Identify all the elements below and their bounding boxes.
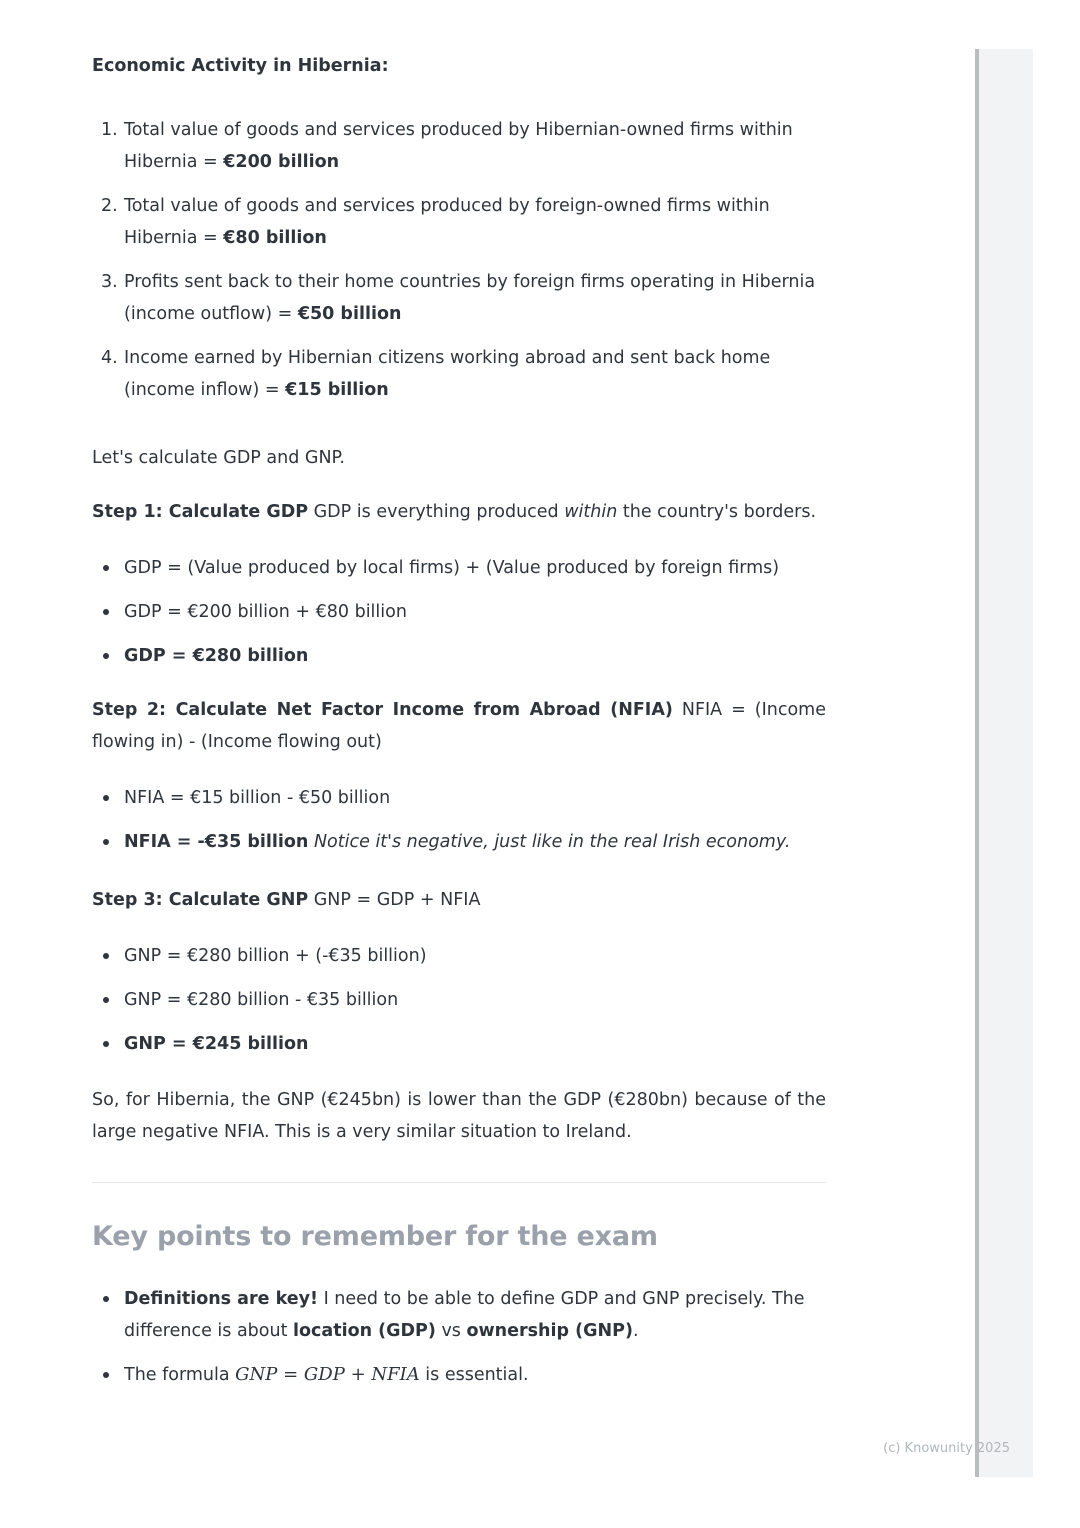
list-item	[92, 826, 826, 858]
step-1-paragraph	[92, 496, 826, 528]
step-1-text: GDP is everything produced	[308, 502, 565, 522]
list-item-value: €80 billion	[223, 228, 327, 248]
note-content	[92, 50, 826, 1391]
gnp-result: GNP = €245 billion	[124, 1034, 309, 1054]
list-item-text: Total value of goods and services produced by Hibernian-owned firms within Hibernia =	[124, 120, 793, 172]
list-number: 1.	[101, 120, 118, 140]
step-3-paragraph	[92, 884, 826, 916]
key-point-text: .	[632, 1321, 639, 1341]
step-2-paragraph	[92, 694, 826, 758]
step-3-heading: Step 3: Calculate GNP	[92, 890, 309, 910]
list-item	[92, 190, 826, 254]
step-1-heading: Step 1: Calculate GDP	[92, 502, 309, 522]
section-divider	[92, 1182, 826, 1183]
scrollbar-thumb[interactable]	[975, 49, 979, 1477]
key-point-text: I need to be able to define GDP and GNP precisely. The difference is about	[124, 1289, 805, 1341]
key-point-text: vs	[435, 1321, 467, 1341]
step-2-text: NFIA = (Income flowing in) - (Income flowing out)	[92, 700, 826, 752]
step-1-text-end: the country's borders.	[617, 502, 817, 522]
section-title: Economic Activity in Hibernia:	[92, 56, 389, 76]
list-item-text: Total value of goods and services produced by foreign-owned firms within Hibernia =	[124, 196, 770, 248]
list-item	[92, 640, 826, 672]
list-item: GDP = €200 billion + €80 billion	[92, 596, 826, 628]
list-item: GNP = €280 billion - €35 billion	[92, 984, 826, 1016]
list-item-text: Profits sent back to their home countries by foreign firms operating in Hibernia (income outflow) =	[124, 272, 816, 324]
nfia-bullet-list	[92, 782, 826, 858]
key-points-list	[92, 1283, 826, 1391]
list-item	[92, 1283, 826, 1347]
gnp-formula: GNP = GDP + NFIA	[235, 1364, 420, 1385]
nfia-result-note: Notice it's negative, just like in the real Irish economy.	[308, 832, 791, 852]
list-item: GNP = €280 billion + (-€35 billion)	[92, 940, 826, 972]
list-item	[92, 342, 826, 406]
list-number: 4.	[101, 348, 118, 368]
gdp-bullet-list	[92, 552, 826, 672]
gnp-bullet-list	[92, 940, 826, 1060]
list-item: NFIA = €15 billion - €50 billion	[92, 782, 826, 814]
watermark: (c) Knowunity 2025	[883, 1441, 1010, 1456]
key-point-bold: Definitions are key!	[124, 1289, 319, 1309]
key-point-text: The formula	[124, 1365, 236, 1385]
gdp-result: GDP = €280 billion	[124, 646, 309, 666]
economic-facts-list	[92, 114, 826, 406]
step-2-heading: Step 2: Calculate Net Factor Income from Abroad (NFIA)	[92, 700, 673, 720]
step-3-text: GNP = GDP + NFIA	[308, 890, 481, 910]
list-number: 3.	[101, 272, 118, 292]
list-item	[92, 266, 826, 330]
list-item	[92, 1028, 826, 1060]
key-point-text: is essential.	[419, 1365, 529, 1385]
list-item: GDP = (Value produced by local firms) + (Value produced by foreign firms)	[92, 552, 826, 584]
list-item	[92, 114, 826, 178]
key-point-bold: ownership (GNP)	[466, 1321, 633, 1341]
step-1-italic: within	[564, 502, 618, 522]
list-item-value: €200 billion	[223, 152, 340, 172]
list-number: 2.	[101, 196, 118, 216]
lead-paragraph: Let's calculate GDP and GNP.	[92, 448, 345, 468]
key-point-bold: location (GDP)	[293, 1321, 436, 1341]
list-item-value: €15 billion	[285, 380, 389, 400]
summary-paragraph: So, for Hibernia, the GNP (€245bn) is lower than the GDP (€280bn) because of the large negative NFIA. This is a very similar situation to Ireland.	[92, 1090, 826, 1142]
scrollbar-track[interactable]	[978, 49, 1033, 1477]
list-item	[92, 1359, 826, 1391]
list-item-text: Income earned by Hibernian citizens working abroad and sent back home (income inflow) =	[124, 348, 771, 400]
list-item-value: €50 billion	[297, 304, 402, 324]
nfia-result: NFIA = -€35 billion	[124, 832, 309, 852]
key-points-heading: Key points to remember for the exam	[92, 1221, 658, 1252]
